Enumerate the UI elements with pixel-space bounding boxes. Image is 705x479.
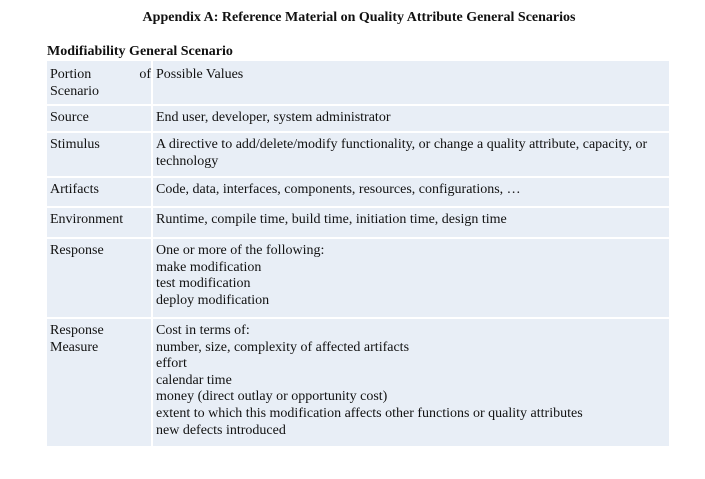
values-cell — [152, 177, 669, 207]
value-line: money (direct outlay or opportunity cost) — [156, 389, 388, 405]
header-of-word: of — [139, 67, 151, 82]
header-possible-values: Possible Values — [156, 67, 244, 82]
section-title: Modifiability General Scenario — [47, 44, 233, 59]
portion-label: Environment — [50, 212, 124, 227]
table-row-stimulus — [47, 132, 669, 177]
value-line: One or more of the following: — [156, 243, 325, 258]
value-line: deploy modification — [156, 292, 270, 308]
portion-label: Stimulus — [50, 137, 100, 152]
portion-cell — [47, 238, 152, 318]
header-scenario-word: Scenario — [50, 83, 99, 99]
portion-cell — [47, 132, 152, 177]
value-line: test modification — [156, 276, 251, 292]
portion-label: Response — [50, 243, 104, 258]
value-line: extent to which this modification affects other functions or quality attributes — [156, 405, 583, 421]
values-cell — [152, 132, 669, 177]
table-row-environment — [47, 207, 669, 238]
value-line: Code, data, interfaces, components, resources, configurations, … — [156, 182, 521, 197]
values-cell — [152, 318, 669, 446]
header-portion-word: Portion — [50, 67, 92, 82]
value-line: new defects introduced — [156, 422, 286, 438]
portion-label: Measure — [50, 339, 99, 355]
portion-label: Source — [50, 110, 89, 125]
header-portion-line1 — [50, 67, 149, 84]
value-line: End user, developer, system administrator — [156, 110, 391, 125]
values-cell — [152, 238, 669, 318]
value-line: Cost in terms of: — [156, 323, 250, 338]
value-line: effort — [156, 356, 187, 372]
page-title: Appendix A: Reference Material on Quality Attribute General Scenarios — [142, 10, 576, 25]
value-line: Runtime, compile time, build time, initiation time, design time — [156, 212, 507, 227]
portion-cell — [47, 318, 152, 446]
header-values-cell — [152, 61, 669, 105]
modifiability-scenario-table — [47, 61, 669, 446]
table-row-response-measure — [47, 318, 669, 446]
portion-cell — [47, 105, 152, 132]
values-cell — [152, 207, 669, 238]
table-row-artifacts — [47, 177, 669, 207]
values-cell — [152, 105, 669, 132]
portion-cell — [47, 177, 152, 207]
portion-cell — [47, 207, 152, 238]
table-row-response — [47, 238, 669, 318]
table-header-row — [47, 61, 669, 105]
value-line: calendar time — [156, 372, 232, 388]
portion-label: Artifacts — [50, 182, 99, 197]
value-line: make modification — [156, 259, 262, 275]
portion-label: Response — [50, 323, 104, 338]
header-portion-cell — [47, 61, 152, 105]
value-line: number, size, complexity of affected artifacts — [156, 339, 410, 355]
value-line: A directive to add/delete/modify functionality, or change a quality attribute, capacity, or technology — [156, 137, 648, 169]
table-row-source — [47, 105, 669, 132]
